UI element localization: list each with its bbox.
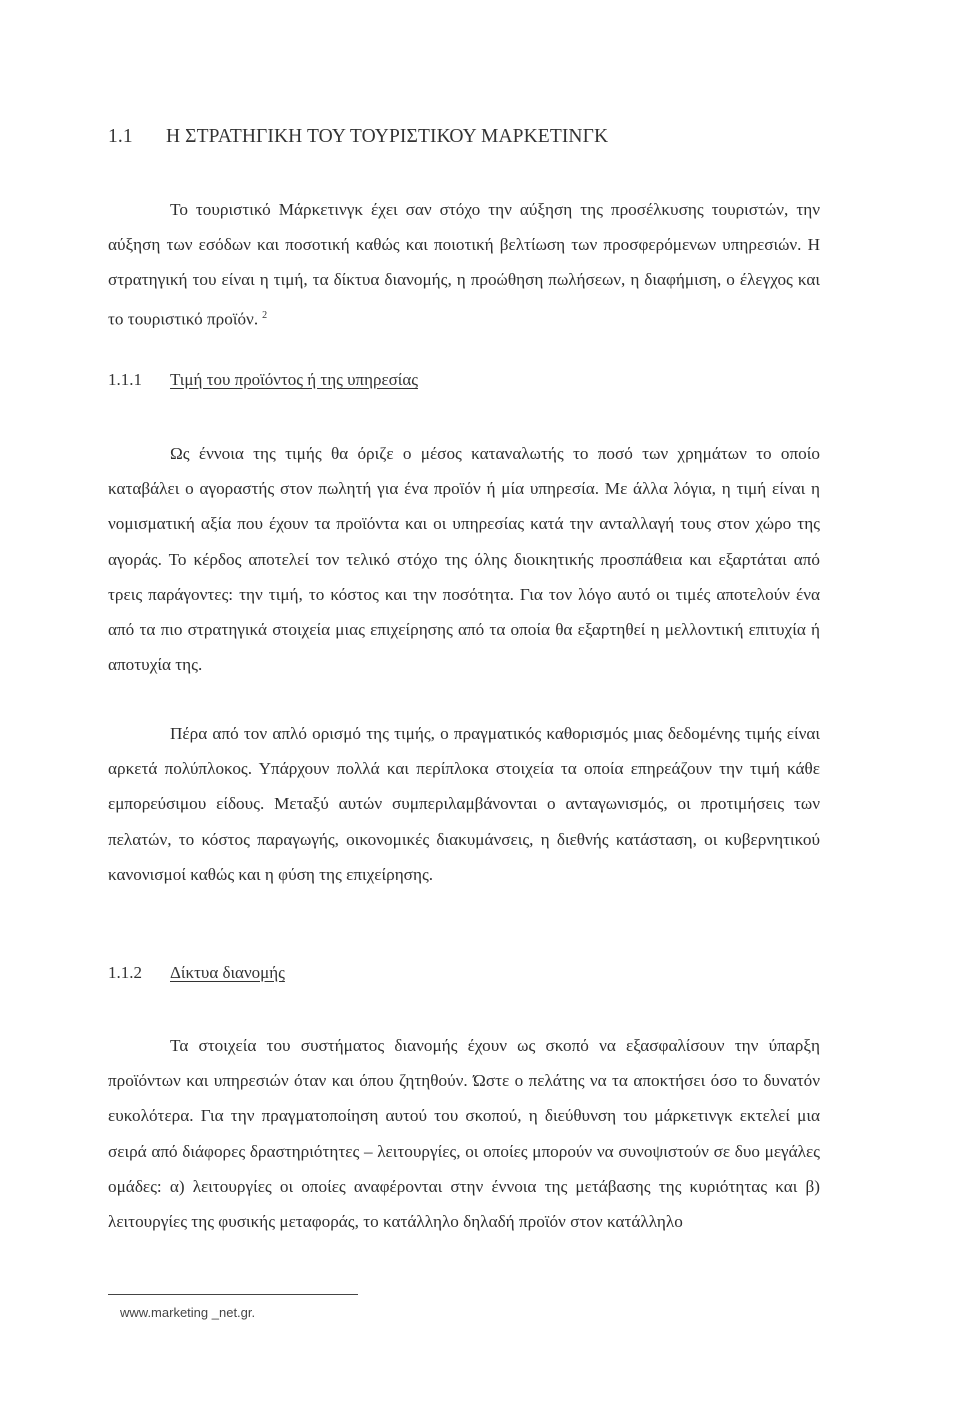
subsection-heading-distribution xyxy=(108,963,285,983)
footnote-reference: 2 xyxy=(262,309,268,321)
subsection-number: 1.1.1 xyxy=(108,370,142,389)
subsection-heading-price xyxy=(108,370,418,390)
price-paragraph-1: Ως έννοια της τιμής θα όριζε ο μέσος καταναλωτής το ποσό των χρημάτων το οποίο καταβάλει ο αγοραστής στον πωλητή για ένα προϊόν ή μία υπηρεσία. Με άλλα λόγια, η τιμή είναι η νομισματική αξία που έχουν τα προϊόντα και οι υπηρεσίας κατά την ανταλλαγή τους στον χώρο της αγοράς. Το κέρδος αποτελεί τον τελικό στόχο της όλης διοικητικής προσπάθεια και εξαρτάται από τρεις παράγοντες: την τιμή, το κόστος και την ποσότητα. Για τον λόγο αυτό οι τιμές αποτελούν ένα από τα πιο στρατηγικά στοιχεία μιας επιχείρησης από τα οποία θα εξαρτηθεί η μελλοντική επιτυχία ή αποτυχία της. xyxy=(108,444,820,675)
section-number: 1.1 xyxy=(108,126,133,147)
section-title: Η ΣΤΡΑΤΗΓΙΚΗ ΤΟΥ ΤΟΥΡΙΣΤΙΚΟΥ ΜΑΡΚΕΤΙΝΓΚ xyxy=(166,126,609,147)
section-heading xyxy=(108,126,608,148)
subsection-number: 1.1.2 xyxy=(108,963,142,982)
subsection-title: Τιμή του προϊόντος ή της υπηρεσίας xyxy=(170,370,418,389)
intro-paragraph-text: Το τουριστικό Μάρκετινγκ έχει σαν στόχο την αύξηση της προσέλκυσης τουριστών, την αύξηση των εσόδων και ποσοτική καθώς και ποιοτική βελτίωση των προσφερόμενων υπηρεσιών. Η στρατηγική του είναι η τιμή, τα δίκτυα διανομής, η προώθηση πωλήσεων, η διαφήμιση, ο έλεγχος και το τουριστικό προϊόν. xyxy=(108,200,820,329)
subsection-title: Δίκτυα διανομής xyxy=(170,963,285,982)
distribution-paragraph-1: Τα στοιχεία του συστήματος διανομής έχουν ως σκοπό να εξασφαλίσουν την ύπαρξη προϊόντων και υπηρεσιών όταν και όπου ζητηθούν. Ώστε ο πελάτης να τα αποκτήσει όσο το δυνατόν ευκολότερα. Για την πραγματοποίηση αυτού του σκοπού, η διεύθυνση του μάρκετινγκ εκτελεί μια σειρά από διάφορες δραστηριότητες – λειτουργίες, οι οποίες μπορούν να συνοψιστούν σε δυο μεγάλες ομάδες: α) λειτουργίες οι οποίες αναφέρονται στην έννοια της μετάβασης της κυριότητας και β) λειτουργίες της φυσικής μεταφοράς, το κατάλληλο δηλαδή προϊόν στον κατάλληλο xyxy=(108,1036,820,1232)
footnote-divider xyxy=(108,1294,358,1295)
intro-paragraph xyxy=(108,192,820,337)
footnote-text: www.marketing _net.gr. xyxy=(120,1305,256,1320)
price-paragraph-2: Πέρα από τον απλό ορισμό της τιμής, ο πραγματικός καθορισμός μιας δεδομένης τιμής είναι αρκετά πολύπλοκος. Υπάρχουν πολλά και περίπλοκα στοιχεία τα οποία επηρεάζουν την τιμή κάθε εμπορεύσιμου είδους. Μεταξύ αυτών συμπεριλαμβάνονται ο ανταγωνισμός, οι προτιμήσεις των πελατών, το κόστος παραγωγής, οικονομικές διακυμάνσεις, η διεθνής κατάσταση, οι κυβερνητικού κανονισμοί καθώς και η φύση της επιχείρησης. xyxy=(108,724,820,884)
